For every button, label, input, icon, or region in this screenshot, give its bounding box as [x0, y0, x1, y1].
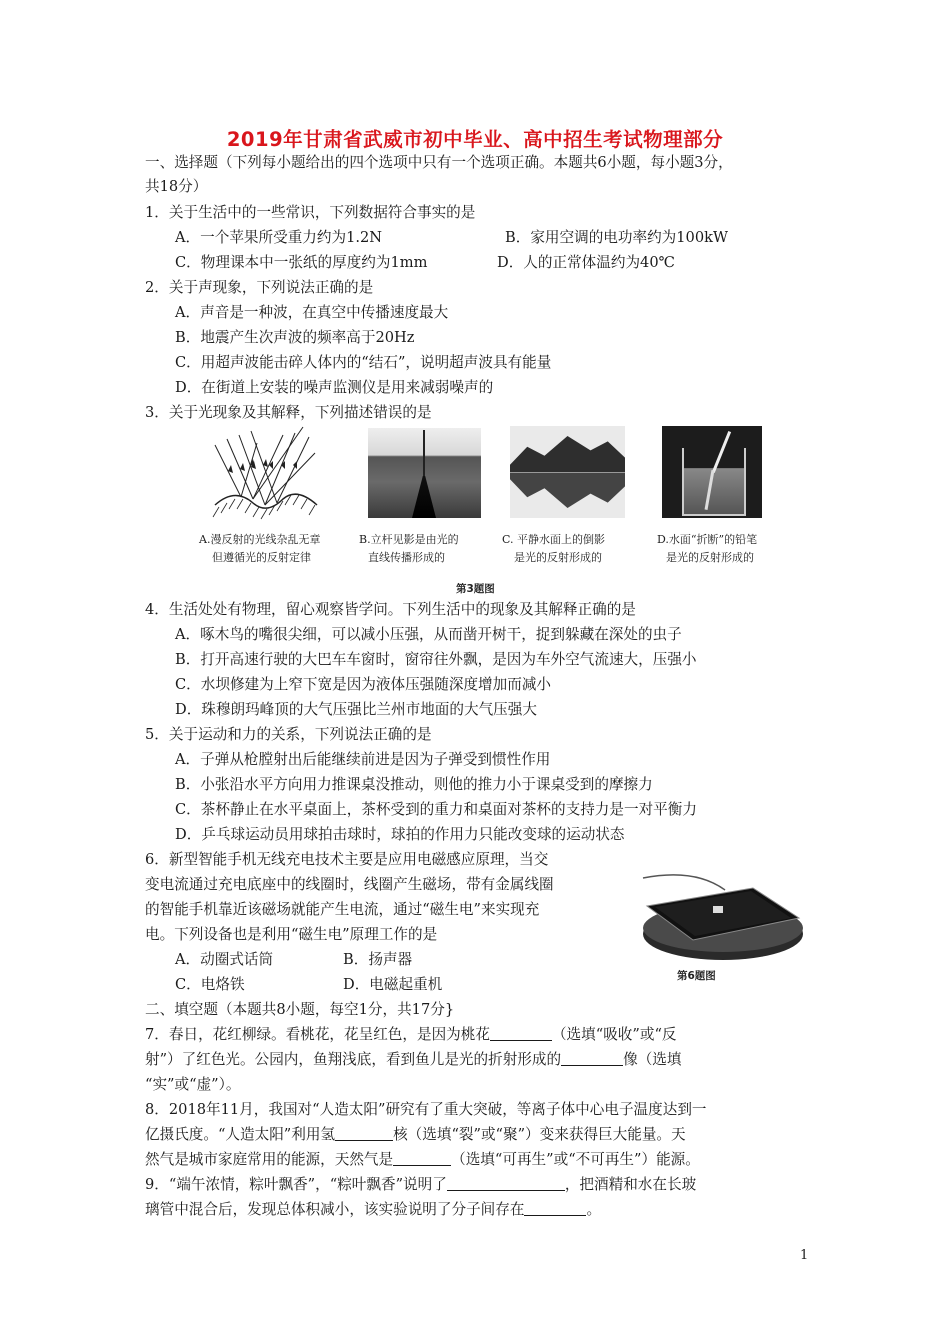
q7-line2-text-b: 像（选填 [623, 1051, 682, 1068]
q7-line1 [145, 1025, 677, 1045]
q7-blank-2[interactable] [561, 1051, 623, 1066]
q7-line1-text-a: 7．春日，花红柳绿。看桃花，花呈红色，是因为桃花 [145, 1026, 490, 1043]
q7-line1-text-b: （选填“吸收”或“反 [551, 1026, 677, 1043]
q5-option-d: D．乒乓球运动员用球拍击球时，球拍的作用力只能改变球的运动状态 [175, 826, 625, 843]
section1-heading: 一、选择题（下列每小题给出的四个选项中只有一个选项正确。本题共6小题，每小题3分， [145, 154, 733, 171]
diffuse-reflection-figure [205, 425, 325, 525]
q9-line1-text-b: ，把酒精和水在长玻 [564, 1176, 697, 1193]
q1-option-c: C．物理课本中一张纸的厚度约为1mm [175, 254, 428, 271]
page-title: 2019年甘肃省武威市初中毕业、高中招生考试物理部分 [226, 128, 724, 151]
q8-blank-2[interactable] [393, 1151, 451, 1166]
section1-heading-cont: 共18分） [145, 178, 208, 195]
q7-blank-1[interactable] [490, 1026, 552, 1041]
pencil-in-water-photo [662, 426, 762, 518]
q6-stem-line3: 的智能手机靠近该磁场就能产生电流，通过“磁生电”来实现充 [145, 901, 540, 918]
q8-line1: 8．2018年11月，我国对“人造太阳”研究有了重大突破，等离子体中心电子温度达到一 [145, 1101, 707, 1118]
q3-caption-a-line1: A.漫反射的光线杂乱无章 [199, 533, 321, 546]
q6-option-b: B．扬声器 [343, 951, 413, 968]
q8-line2-text-a: 亿摄氏度。“人造太阳”利用氢 [145, 1126, 336, 1143]
q3-caption-d-line2: 是光的反射形成的 [666, 551, 754, 564]
q3-caption-c-line1: C. 平静水面上的倒影 [502, 533, 606, 546]
q9-line2-text-a: 璃管中混合后，发现总体积减小，该实验说明了分子间存在 [145, 1201, 525, 1218]
q3-caption-b-line1: B.立杆见影是由光的 [359, 533, 459, 546]
q2-stem: 2．关于声现象，下列说法正确的是 [145, 279, 374, 296]
q6-option-a: A．动圈式话筒 [175, 951, 274, 968]
page-number: 1 [800, 1248, 809, 1263]
q7-line3: “实”或“虚”）。 [145, 1076, 241, 1093]
q3-caption-b-line2: 直线传播形成的 [368, 551, 445, 564]
q2-option-a: A．声音是一种波，在真空中传播速度最大 [175, 304, 449, 321]
q6-stem-line1: 6．新型智能手机无线充电技术主要是应用电磁感应原理，当交 [145, 851, 549, 868]
q6-option-d: D．电磁起重机 [343, 976, 443, 993]
q9-blank-2[interactable] [524, 1201, 586, 1216]
q6-stem-line2: 变电流通过充电底座中的线圈时，线圈产生磁场，带有金属线圈 [145, 876, 554, 893]
q3-stem: 3．关于光现象及其解释，下列描述错误的是 [145, 404, 432, 421]
q5-stem: 5．关于运动和力的关系，下列说法正确的是 [145, 726, 432, 743]
q4-option-c: C．水坝修建为上窄下宽是因为液体压强随深度增加而减小 [175, 676, 552, 693]
q2-option-c: C．用超声波能击碎人体内的“结石”，说明超声波具有能量 [175, 354, 552, 371]
q4-option-d: D．珠穆朗玛峰顶的大气压强比兰州市地面的大气压强大 [175, 701, 537, 718]
q8-line2 [145, 1125, 686, 1145]
q3-caption-a-line2: 但遵循光的反射定律 [212, 551, 311, 564]
q2-option-d: D．在街道上安装的噪声监测仪是用来减弱噪声的 [175, 379, 494, 396]
q8-line3-text-a: 然气是城市家庭常用的能源，天然气是 [145, 1151, 394, 1168]
q4-stem: 4．生活处处有物理，留心观察皆学问。下列生活中的现象及其解释正确的是 [145, 601, 636, 618]
q4-option-b: B．打开高速行驶的大巴车车窗时，窗帘往外飘，是因为车外空气流速大，压强小 [175, 651, 697, 668]
q3-caption-d-line1: D.水面“折断”的铅笔 [657, 533, 758, 546]
q9-line1 [145, 1175, 696, 1195]
q3-caption-c-line2: 是光的反射形成的 [514, 551, 602, 564]
section2-heading: 二、填空题（本题共8小题，每空1分，共17分} [145, 1001, 455, 1018]
q6-stem-line4: 电。下列设备也是利用“磁生电”原理工作的是 [145, 926, 438, 943]
q7-line2-text-a: 射”）了红色光。公园内，鱼翔浅底，看到鱼儿是光的折射形成的 [145, 1051, 562, 1068]
water-reflection-photo [510, 426, 625, 518]
q6-option-c: C．电烙铁 [175, 976, 245, 993]
q5-option-b: B．小张沿水平方向用力推课桌没推动，则他的推力小于课桌受到的摩擦力 [175, 776, 653, 793]
pole-shadow-photo [368, 428, 481, 518]
q9-line2 [145, 1200, 601, 1220]
q2-option-b: B．地震产生次声波的频率高于20Hz [175, 329, 415, 346]
q8-line3-text-b: （选填“可再生”或“不可再生”）能源。 [451, 1151, 700, 1168]
q6-figure-label: 第6题图 [677, 970, 716, 982]
q1-option-d: D．人的正常体温约为40℃ [497, 254, 675, 271]
q3-figure-label: 第3题图 [456, 583, 495, 595]
q1-option-b: B．家用空调的电功率约为100kW [505, 229, 728, 246]
q1-option-a: A．一个苹果所受重力约为1.2N [175, 229, 383, 246]
q9-line1-text-a: 9．“端午浓情，粽叶飘香”，“粽叶飘香”说明了 [145, 1176, 447, 1193]
q8-line2-text-b: 核（选填“裂”或“聚”）变来获得巨大能量。天 [393, 1126, 686, 1143]
q1-stem: 1．关于生活中的一些常识，下列数据符合事实的是 [145, 204, 476, 221]
q9-blank-1[interactable] [447, 1176, 565, 1191]
wireless-charger-figure [635, 872, 810, 967]
q4-option-a: A．啄木鸟的嘴很尖细，可以减小压强，从而凿开树干，捉到躲藏在深处的虫子 [175, 626, 682, 643]
q8-line3 [145, 1150, 700, 1170]
q8-blank-1[interactable] [335, 1126, 393, 1141]
q9-line2-text-b: 。 [586, 1201, 602, 1218]
q5-option-c: C．茶杯静止在水平桌面上，茶杯受到的重力和桌面对茶杯的支持力是一对平衡力 [175, 801, 697, 818]
q5-option-a: A．子弹从枪膛射出后能继续前进是因为子弹受到惯性作用 [175, 751, 551, 768]
q7-line2 [145, 1050, 681, 1070]
